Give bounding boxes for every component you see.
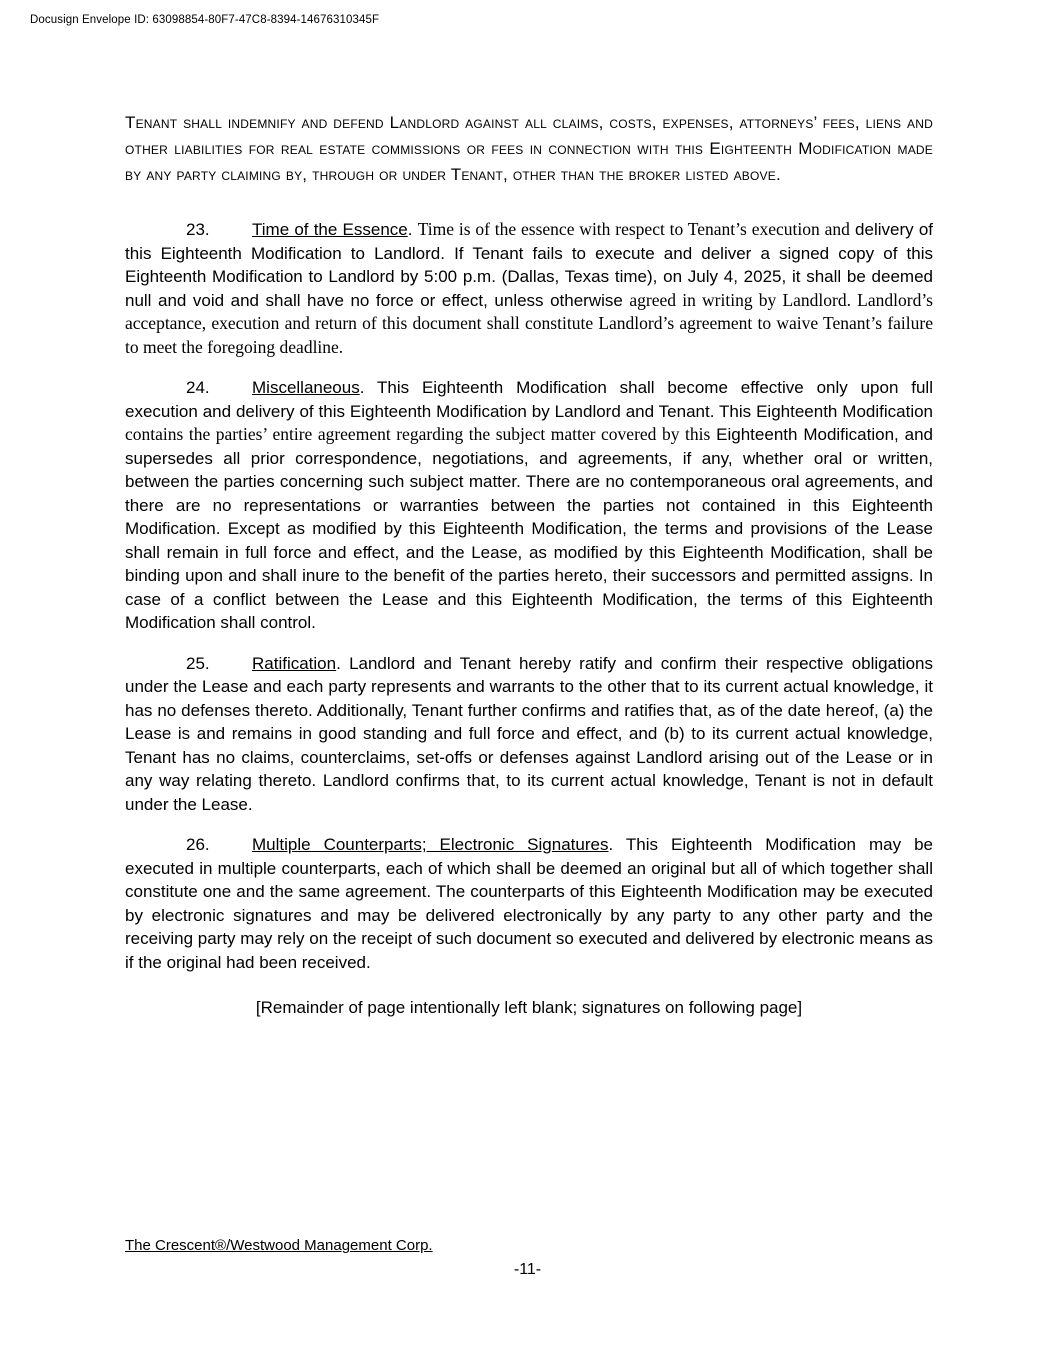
paragraph-text: delivery of this Eighteenth Modification to Landlord. If Tenant fails to execute and deliver a signed copy of this Eighteenth Modification to Landlord by 5:00 p.m. (Dallas, Texas time), on July 4, 2025, it shall be deemed null and void and shall have no force or effect, unless otherwise: [125, 220, 933, 310]
paragraph-number: 24.: [186, 378, 210, 397]
paragraph-23: [125, 218, 933, 359]
paragraph-24: [125, 376, 933, 635]
page-number: -11-: [513, 1261, 542, 1278]
footer-company-name: The Crescent®/Westwood Management Corp.: [125, 1237, 433, 1254]
paragraph-heading: Time of the Essence: [252, 220, 408, 239]
paragraph-number: 23.: [186, 220, 210, 239]
paragraph-text: This Eighteenth Modification shall become effective only upon full execution and delivery of this Eighteenth Modification by Landlord and Tenant. This Eighteenth Modification: [125, 378, 933, 421]
heading-period: .: [336, 653, 341, 673]
paragraph-heading: Multiple Counterparts; Electronic Signatures: [252, 835, 609, 854]
paragraph-number: 25.: [186, 653, 210, 673]
heading-period: .: [359, 378, 365, 397]
paragraph-heading: Ratification: [252, 653, 337, 673]
remainder-notice: [Remainder of page intentionally left blank; signatures on following page]: [255, 998, 803, 1017]
indemnity-clause: Tenant shall indemnify and defend Landlord against all claims, costs, expenses, attorneys’ fees, liens and other liabilities for real estate commissions or fees in connection with this Eighteenth Modification made by any party claiming by, through or under Tenant, other than the broker listed above.: [125, 113, 933, 184]
paragraph-text: This Eighteenth Modification may be executed in multiple counterparts, each of which shall be deemed an original but all of which together shall constitute one and the same agreement. The counterparts of this Eighteenth Modification may be executed by electronic signatures and may be delivered electronically by any party to any other party and the receiving party may rely on the receipt of such document so executed and delivered by electronic means as if the original had been received.: [125, 835, 933, 972]
heading-period: .: [407, 220, 413, 239]
paragraph-25: [125, 652, 933, 817]
paragraph-text: contains the parties’ entire agreement regarding the subject matter covered by this: [125, 424, 711, 444]
paragraph-heading: Miscellaneous: [252, 378, 360, 397]
document-body: [125, 110, 933, 1037]
paragraph-text: Landlord and Tenant hereby ratify and confirm their respective obligations under the Lease and each party represents and warrants to the other that to its current actual knowledge, it has no defenses thereto. Additionally, Tenant further confirms and ratifies that, as of the date hereof, (a) the Lease is and remains in good standing and full force and effect, and (b) to its current actual knowledge, Tenant has no claims, counterclaims, set-offs or defenses against Landlord arising out of the Lease or in any way relating thereto. Landlord confirms that, to its current actual knowledge, Tenant is not in default under the Lease.: [125, 653, 933, 814]
docusign-envelope-id: Docusign Envelope ID: 63098854-80F7-47C8-8394-14676310345F: [30, 14, 380, 26]
paragraph-text: agreed in writing by Landlord. Landlord’s acceptance, execution and return of this document shall constitute Landlord’s agreement to waive Tenant’s failure to meet the foregoing deadline.: [125, 289, 933, 357]
paragraph-number: 26.: [186, 835, 210, 854]
paragraph-text: Time is of the essence with respect to Tenant’s execution and: [417, 219, 850, 239]
heading-period: .: [608, 835, 614, 854]
paragraph-text: Eighteenth Modification, and supersedes all prior correspondence, negotiations, and agreements, if any, whether oral or written, between the parties concerning such subject matter. There are no contemporaneous oral agreements, and there are no representations or warranties between the parties not contained in this Eighteenth Modification. Except as modified by this Eighteenth Modification, the terms and provisions of the Lease shall remain in full force and effect, and the Lease, as modified by this Eighteenth Modification, shall be binding upon and shall inure to the benefit of the parties hereto, their successors and permitted assigns. In case of a conflict between the Lease and this Eighteenth Modification, the terms of this Eighteenth Modification shall control.: [125, 425, 933, 632]
paragraph-26: [125, 833, 933, 974]
